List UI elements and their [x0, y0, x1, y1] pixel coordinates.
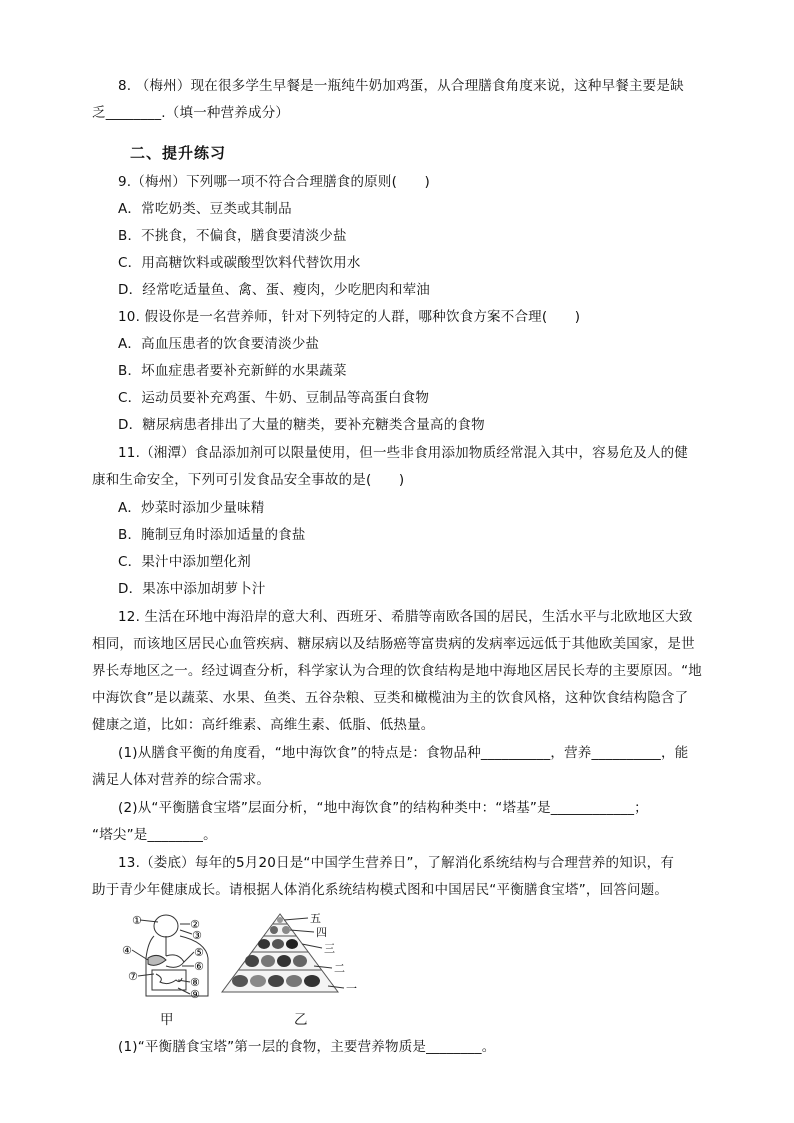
q9-option-c: C．用高糖饮料或碳酸型饮料代替饮用水	[118, 255, 361, 271]
marker-9: ⑨	[190, 988, 200, 1001]
q13-sub1: (1)“平衡膳食宝塔”第一层的食物，主要营养物质是________。	[118, 1039, 496, 1055]
pyramid-level-5: 五	[310, 912, 321, 925]
q11-line1: 11.（湘潭）食品添加剂可以限量使用，但一些非食用添加物质经常混入其中，容易危及人的健	[118, 445, 689, 461]
q12-sub2-line1: (2)从“平衡膳食宝塔”层面分析，“地中海饮食”的结构种类中：“塔基”是____________；	[118, 800, 648, 816]
q10-option-c: C．运动员要补充鸡蛋、牛奶、豆制品等高蛋白食物	[118, 390, 430, 406]
q13-line1: 13.（娄底）每年的5月20日是“中国学生营养日”，了解消化系统结构与合理营养的知识，有	[118, 855, 675, 871]
pyramid-level-2: 二	[334, 962, 345, 975]
food-grain-4	[286, 975, 302, 987]
food-meat	[258, 939, 270, 949]
marker-6: ⑥	[194, 960, 204, 973]
q10-stem: 10. 假设你是一名营养师，针对下列特定的人群，哪种饮食方案不合理( )	[118, 309, 581, 325]
q10-option-b: B．坏血症患者要补充新鲜的水果蔬菜	[118, 363, 347, 379]
food-fish	[272, 939, 284, 949]
q12-line5: 健康之道，比如：高纤维素、高维生素、低脂、低热量。	[92, 717, 435, 733]
marker-3: ③	[192, 929, 202, 942]
leader-line-9	[178, 988, 190, 994]
marker-7: ⑦	[128, 970, 138, 983]
q12-line2: 相同，而该地区居民心血管疾病、糖尿病以及结肠癌等富贵病的发病率远远低于其他欧美国家，是世	[92, 636, 695, 652]
q8-line1: 8. （梅州）现在很多学生早餐是一瓶纯牛奶加鸡蛋，从合理膳食角度来说，这种早餐主要是缺	[118, 78, 684, 94]
q12-sub1-line2: 满足人体对营养的综合需求。	[92, 772, 271, 788]
q11-option-a: A．炒菜时添加少量味精	[118, 500, 265, 516]
food-grain-2	[250, 975, 266, 987]
food-veg-1	[245, 955, 259, 967]
food-veg-2	[277, 955, 291, 967]
q11-option-c: C．果汁中添加塑化剂	[118, 554, 251, 570]
q12-sub2-line2: “塔尖”是________。	[92, 827, 217, 843]
q8-line2: 乏________.（填一种营养成分）	[92, 105, 290, 121]
food-fruit-2	[293, 955, 307, 967]
food-grain-3	[268, 975, 284, 987]
pyramid-level-1: 一	[346, 982, 357, 995]
q12-sub1-line1: (1)从膳食平衡的角度看，“地中海饮食”的特点是：食物品种__________，营养__________，能	[118, 745, 689, 761]
marker-8: ⑧	[190, 976, 200, 989]
food-grain-1	[232, 975, 248, 987]
food-grain-5	[304, 975, 320, 987]
small-intestine	[156, 974, 182, 984]
q13-figure	[118, 908, 378, 1028]
leader-line-4	[132, 950, 148, 960]
q12-line3: 界长寿地区之一。经过调查分析，科学家认为合理的饮食结构是地中海地区居民长寿的主要原因。“地	[92, 663, 702, 679]
head-outline	[154, 915, 178, 937]
food-oil	[277, 917, 283, 923]
pyramid-level-4: 四	[316, 926, 327, 939]
figure-label-jia: 甲	[160, 1012, 174, 1028]
q11-option-b: B．腌制豆角时添加适量的食盐	[118, 527, 306, 543]
q9-stem: 9.（梅州）下列哪一项不符合合理膳食的原则( )	[118, 174, 430, 190]
q12-line4: 中海饮食”是以蔬菜、水果、鱼类、五谷杂粮、豆类和橄榄油为主的饮食风格，这种饮食结构隐含了	[92, 690, 689, 706]
leader-line-5	[184, 952, 194, 962]
q13-figure-svg	[118, 908, 378, 1008]
q9-option-a: A．常吃奶类、豆类或其制品	[118, 201, 292, 217]
marker-2: ②	[190, 918, 200, 931]
q9-option-b: B．不挑食，不偏食，膳食要清淡少盐	[118, 228, 347, 244]
food-milk	[270, 926, 278, 934]
level-leader-5	[284, 918, 308, 920]
stomach	[166, 955, 184, 967]
marker-5: ⑤	[194, 946, 204, 959]
q12-line1: 12. 生活在环地中海沿岸的意大利、西班牙、希腊等南欧各国的居民，生活水平与北欧地区大致	[118, 609, 693, 625]
q11-option-d: D．果冻中添加胡萝卜汁	[118, 581, 266, 597]
q13-line2: 助于青少年健康成长。请根据人体消化系统结构模式图和中国居民“平衡膳食宝塔”，回答问题。	[92, 882, 669, 898]
marker-4: ④	[122, 944, 132, 957]
food-fruit-1	[261, 955, 275, 967]
section-title: 二、提升练习	[130, 144, 227, 162]
pyramid-level-3: 三	[324, 942, 335, 955]
marker-1: ①	[132, 914, 142, 927]
food-bean	[282, 926, 290, 934]
q11-line2: 康和生命安全，下列可引发食品安全事故的是( )	[92, 472, 405, 488]
liver	[148, 955, 166, 965]
q9-option-d: D．经常吃适量鱼、禽、蛋、瘦肉，少吃肥肉和荤油	[118, 282, 430, 298]
figure-label-yi: 乙	[294, 1012, 308, 1028]
food-egg	[286, 939, 298, 949]
q10-option-d: D．糖尿病患者排出了大量的糖类，要补充糖类含量高的食物	[118, 417, 485, 433]
q10-option-a: A．高血压患者的饮食要清淡少盐	[118, 336, 320, 352]
